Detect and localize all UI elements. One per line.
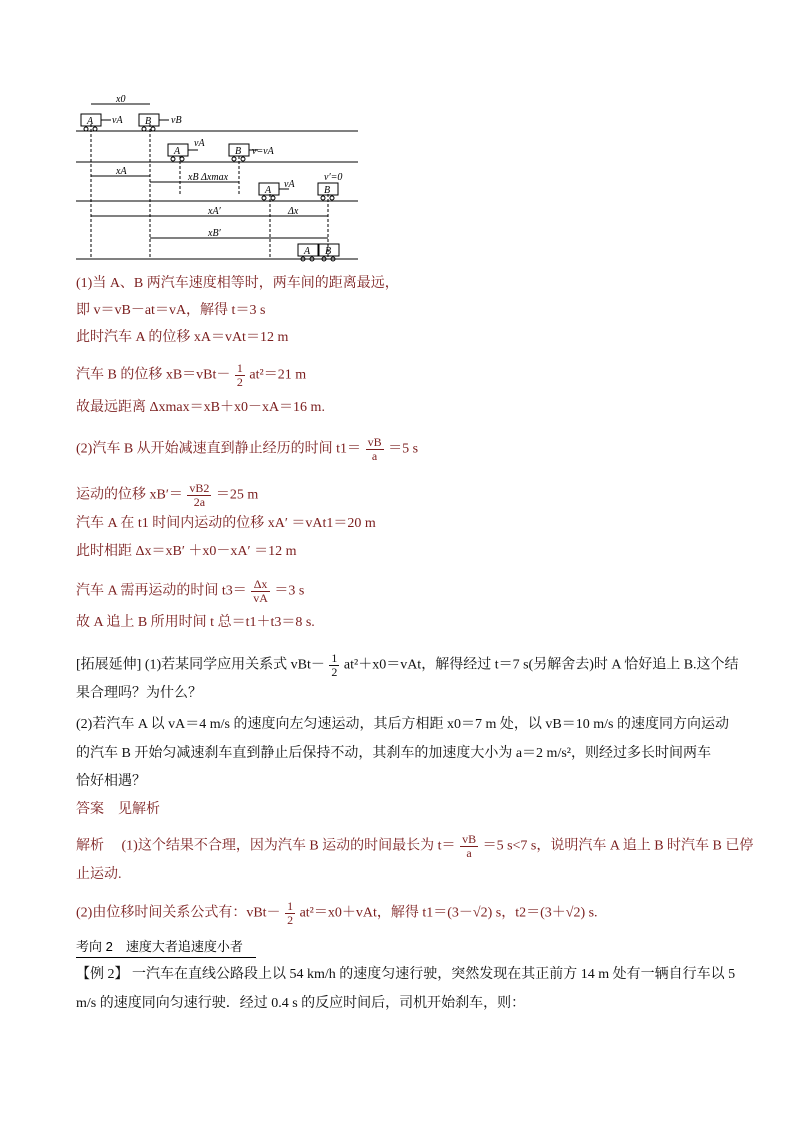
denominator: 2 — [331, 665, 338, 679]
label-v-zero: v′=0 — [324, 172, 343, 183]
label-xB-prime: xB′ — [208, 228, 221, 239]
solution-line: 此时相距 Δx＝xB′ ＋x0－xA′ ＝12 m — [76, 544, 297, 559]
text-segment: at²＝x0＋vAt，解得 t1＝(3－√2) s，t2＝(3＋√2) s. — [299, 905, 598, 921]
analysis-label: 解析 — [76, 838, 104, 854]
numerator: 1 — [287, 899, 294, 913]
extension-line: 果合理吗？为什么？ — [76, 686, 202, 701]
text-segment: 运动的位移 xB′＝ — [76, 487, 183, 503]
numerator: 1 — [236, 361, 243, 375]
solution-line: 此时汽车 A 的位移 xA＝vAt＝12 m — [76, 330, 289, 345]
denominator: a — [371, 449, 378, 463]
label-A1: A — [87, 116, 94, 127]
example-tag: 【例 2】 — [76, 967, 129, 982]
text-segment: ＝25 m — [215, 487, 259, 503]
solution-line: 故 A 追上 B 所用时间 t 总＝t1＋t3＝8 s. — [76, 615, 315, 630]
denominator: 2a — [193, 495, 206, 509]
solution-line: (1)当 A、B 两汽车速度相等时，两车间的距离最远， — [76, 276, 399, 291]
fraction — [187, 482, 211, 509]
analysis-line — [76, 900, 598, 927]
label-A4: A — [304, 246, 311, 257]
text-segment: 汽车 A 需再运动的时间 t3＝ — [76, 583, 247, 599]
fraction — [285, 900, 295, 927]
text-segment: 汽车 B 的位移 xB＝vBt－ — [76, 367, 231, 383]
solution-line — [76, 362, 306, 389]
label-vA1: vA — [112, 115, 123, 126]
text-segment: (1)若某同学应用关系式 vBt－ — [144, 657, 325, 673]
label-xB-dxmax: xB Δxmax — [188, 172, 229, 183]
fraction — [235, 362, 245, 389]
fraction — [329, 652, 339, 679]
solution-line: 即 v＝vB－at＝vA，解得 t＝3 s — [76, 303, 266, 318]
label-xA: xA — [116, 166, 127, 177]
label-v-equal: v=vA — [252, 146, 274, 157]
solution-line: 故最远距离 Δxmax＝xB＋x0－xA＝16 m. — [76, 400, 325, 415]
answer-line: 答案 见解析 — [76, 802, 160, 817]
solution-line — [76, 436, 418, 463]
label-vA2: vA — [194, 138, 205, 149]
example-line — [76, 966, 735, 984]
solution-line: 汽车 A 在 t1 时间内运动的位移 xA′ ＝vAt1＝20 m — [76, 516, 376, 531]
label-B1: B — [145, 116, 152, 127]
label-vB1: vB — [171, 115, 182, 126]
label-B4: B — [325, 246, 332, 257]
label-dx: Δx — [288, 206, 299, 217]
text-segment: at²＝21 m — [249, 367, 307, 383]
numerator: vB — [367, 435, 382, 449]
extension-line: (2)若汽车 A 以 vA＝4 m/s 的速度向左匀速运动，其后方相距 x0＝7 m 处，以 vB＝10 m/s 的速度同方向运动 — [76, 717, 729, 732]
label-A2: A — [174, 146, 181, 157]
numerator: vB — [462, 832, 477, 846]
text-segment: 一汽车在直线公路段上以 54 km/h 的速度匀速行驶，突然发现在其正前方 14 m 处有一辆自行车以 5 — [132, 967, 736, 982]
motion-diagram — [76, 94, 366, 264]
label-x0: x0 — [116, 94, 126, 105]
text-segment: (2)汽车 B 从开始减速直到静止经历的时间 t1＝ — [76, 441, 362, 457]
text-segment: ＝5 s<7 s，说明汽车 A 追上 B 时汽车 B 已停 — [482, 838, 754, 854]
label-vA3: vA — [284, 179, 295, 190]
fraction — [251, 578, 270, 605]
denominator: 2 — [287, 913, 294, 927]
denominator: 2 — [236, 375, 243, 389]
text-segment: ＝3 s — [274, 583, 305, 599]
solution-line — [76, 482, 258, 509]
label-xA-prime: xA′ — [208, 206, 221, 217]
analysis-line: 止运动. — [76, 867, 122, 882]
denominator: vA — [253, 591, 268, 605]
text-segment: ＝5 s — [388, 441, 419, 457]
text-segment: (2)由位移时间关系公式有：vBt－ — [76, 905, 281, 921]
analysis-line — [76, 833, 753, 860]
text-segment: (1)这个结果不合理，因为汽车 B 运动的时间最长为 t＝ — [107, 838, 456, 854]
denominator: a — [466, 846, 472, 860]
fraction — [460, 833, 478, 860]
text-segment: at²＋x0＝vAt，解得经过 t＝7 s(另解舍去)时 A 恰好追上 B.这个结 — [343, 657, 739, 673]
extension-line: 恰好相遇？ — [76, 774, 146, 789]
label-B3: B — [324, 185, 331, 196]
label-B2: B — [235, 146, 242, 157]
extension-tag: [拓展延伸] — [76, 657, 142, 673]
example-line: m/s 的速度同向匀速行驶．经过 0.4 s 的反应时间后，司机开始刹车，则： — [76, 996, 526, 1011]
solution-line — [76, 578, 304, 605]
numerator: Δx — [251, 578, 270, 592]
numerator: 1 — [331, 651, 338, 665]
fraction — [366, 436, 384, 463]
label-A3: A — [265, 185, 272, 196]
extension-q1-line — [76, 652, 739, 679]
numerator: vB2 — [189, 481, 210, 495]
extension-line: 的汽车 B 开始匀减速刹车直到静止后保持不动，其刹车的加速度大小为 a＝2 m/s²，则经过多长时间两车 — [76, 746, 711, 761]
section-title: 考向 2 速度大者追速度小者 — [76, 937, 256, 958]
